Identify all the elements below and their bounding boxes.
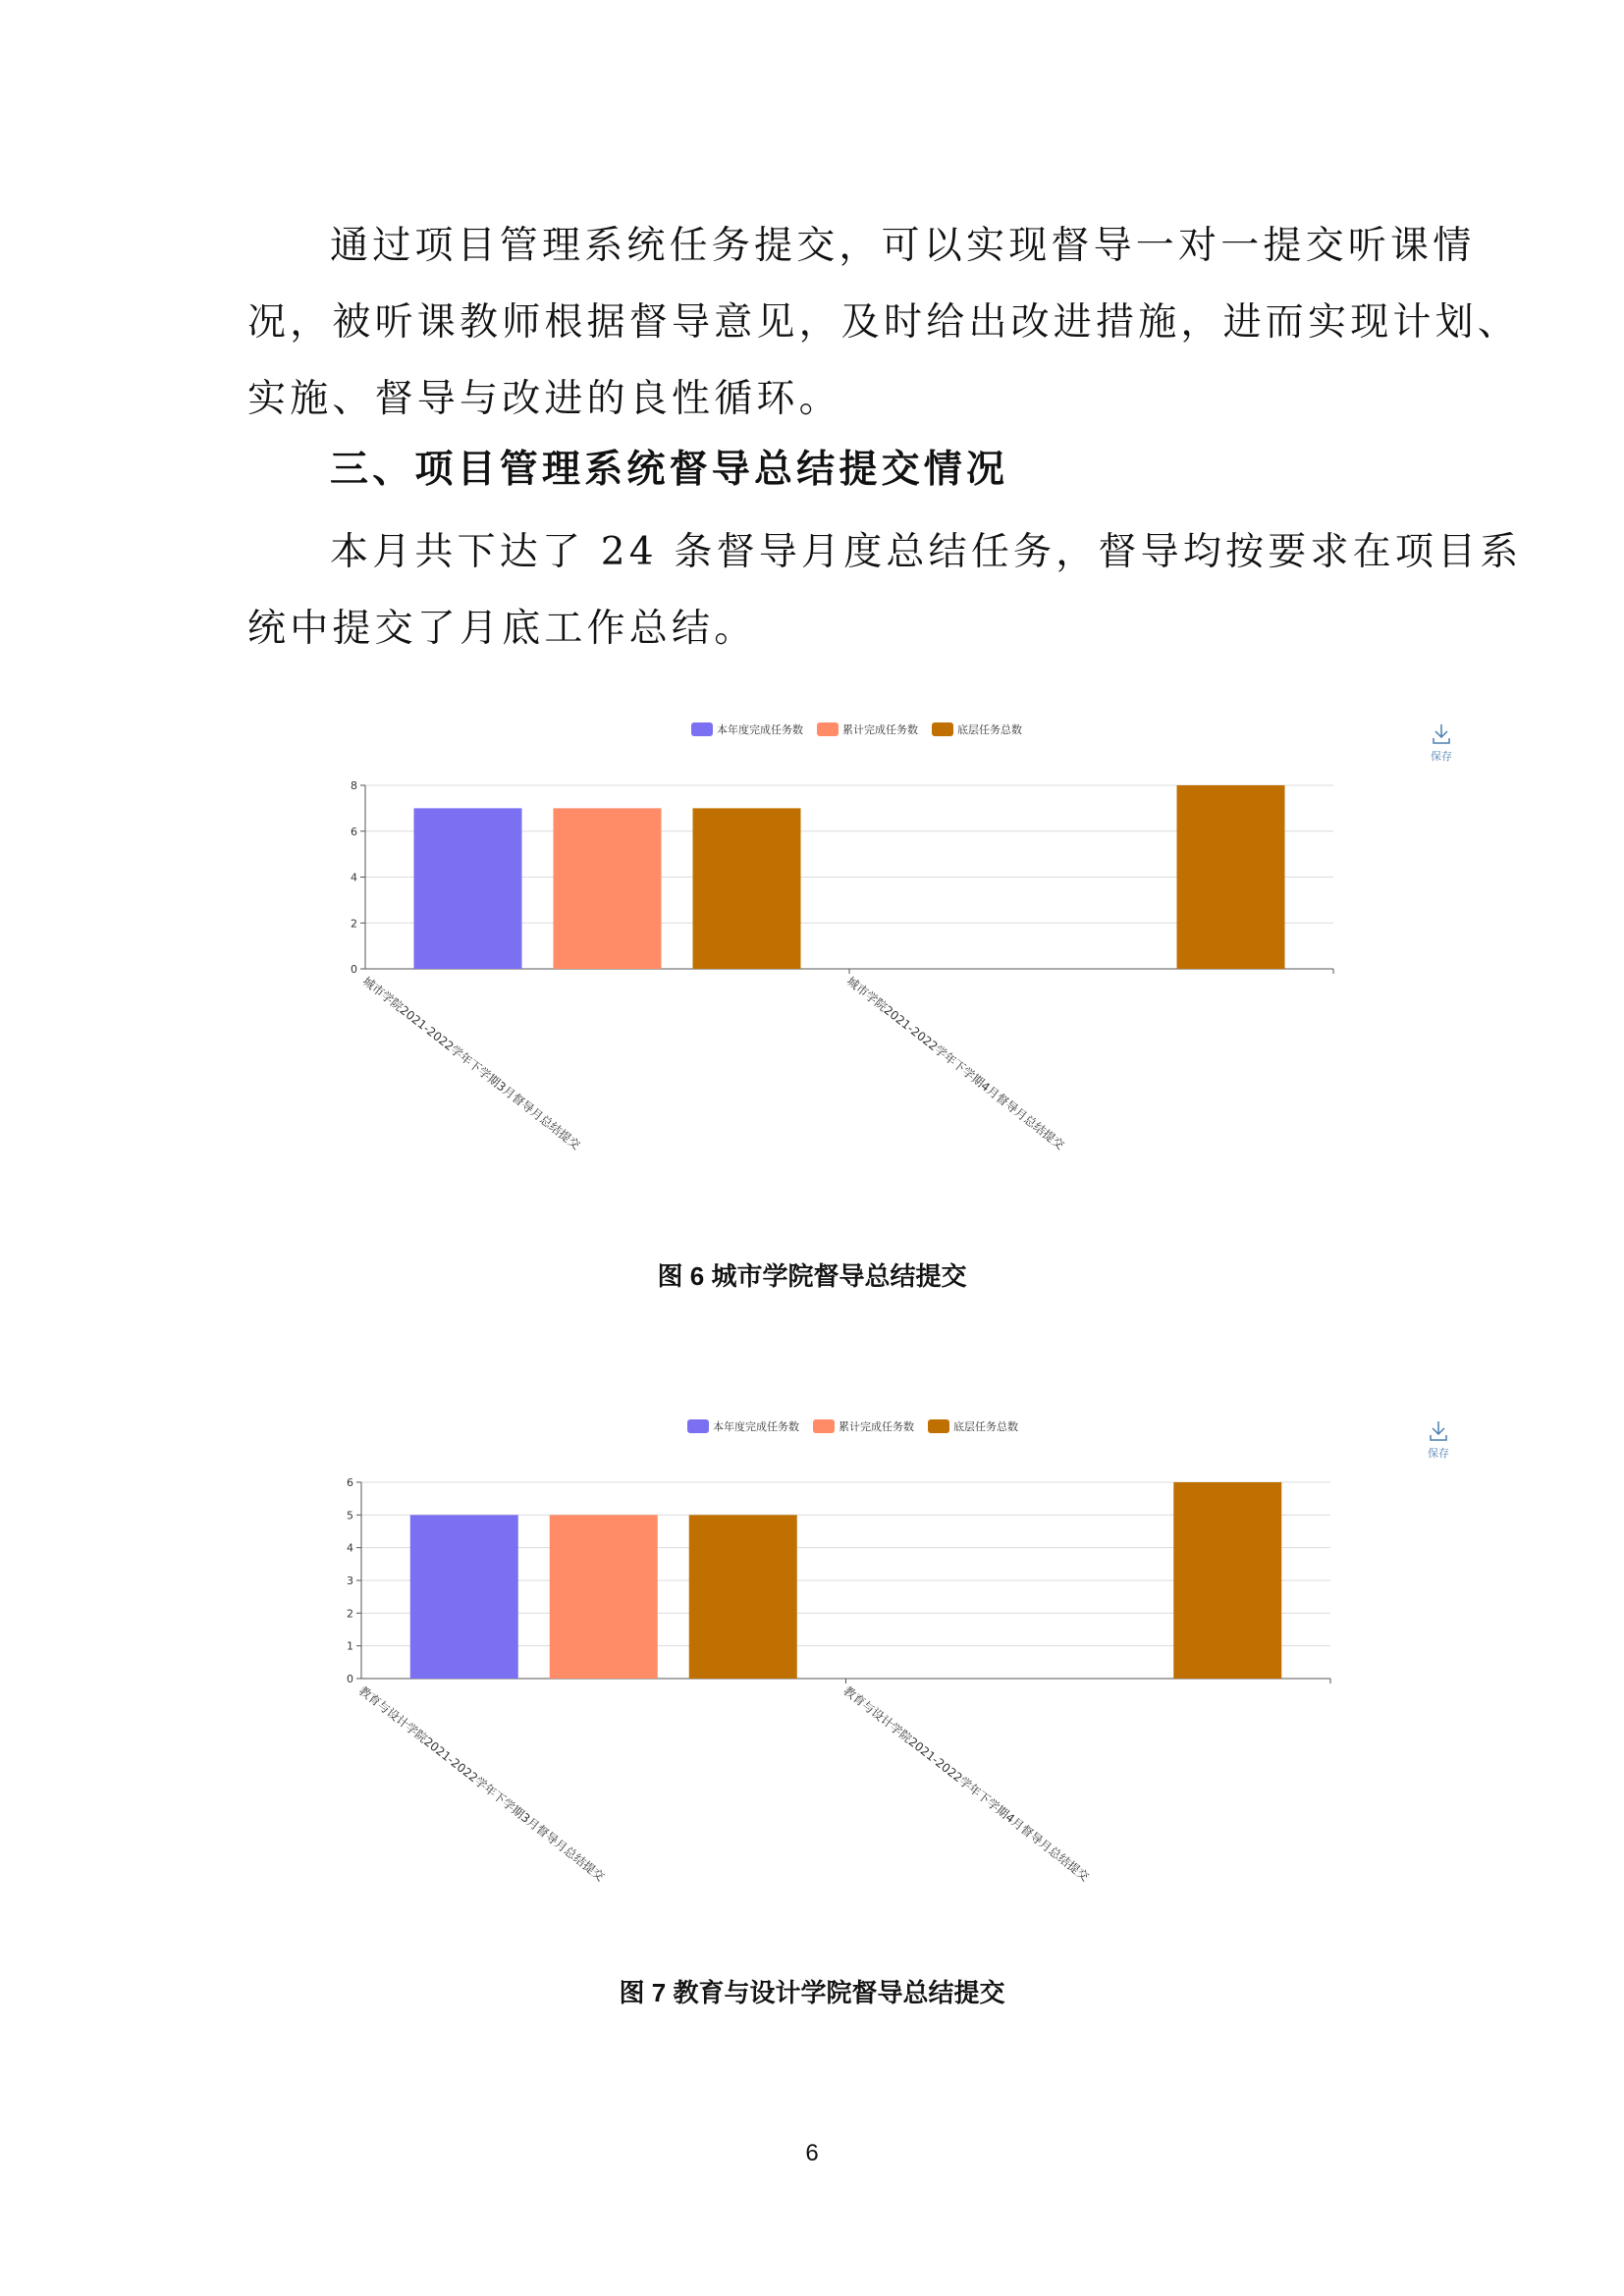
paragraph-2	[247, 514, 1523, 667]
x-tick-label: 教育与设计学院2021-2022学年下学期3月督导月总结提交	[355, 1683, 608, 1885]
download-icon[interactable]	[1431, 1421, 1446, 1440]
legend-label: 底层任务总数	[957, 723, 1022, 736]
chart-1-svg	[0, 687, 1624, 1198]
chart-2-svg	[0, 1384, 1624, 1914]
save-button[interactable]	[1428, 1421, 1449, 1460]
bar	[414, 808, 522, 969]
y-tick-label: 1	[347, 1639, 353, 1653]
bar	[693, 808, 801, 969]
bar	[410, 1515, 518, 1679]
bar	[554, 808, 662, 969]
chart-1	[0, 687, 1624, 1198]
legend-swatch	[817, 722, 839, 736]
legend-label: 底层任务总数	[953, 1420, 1018, 1433]
save-button[interactable]	[1431, 724, 1452, 763]
y-tick-label: 6	[347, 1476, 353, 1489]
y-tick-label: 3	[347, 1575, 353, 1587]
y-tick-label: 8	[351, 779, 357, 792]
legend-swatch	[813, 1419, 835, 1433]
bar	[1173, 1482, 1281, 1679]
y-tick-label: 2	[351, 917, 357, 931]
y-tick-label: 4	[351, 871, 357, 884]
x-tick-label: 城市学院2021-2022学年下学期3月督导月总结提交	[359, 974, 583, 1152]
paragraph-line: 通过项目管理系统任务提交，可以实现督导一对一提交听课情	[330, 224, 1476, 268]
paragraph-line: 本月共下达了 24 条督导月度总结任务，督导均按要求在项目系	[330, 530, 1523, 574]
legend-swatch	[932, 722, 953, 736]
y-tick-label: 2	[347, 1607, 353, 1621]
paragraph-line: 况，被听课教师根据督导意见，及时给出改进措施，进而实现计划、	[247, 300, 1521, 345]
bar	[550, 1515, 658, 1679]
legend-swatch	[928, 1419, 949, 1433]
y-tick-label: 6	[351, 825, 357, 838]
y-tick-label: 0	[347, 1673, 353, 1685]
download-icon[interactable]	[1434, 724, 1449, 743]
x-tick-label: 城市学院2021-2022学年下学期4月督导月总结提交	[843, 974, 1067, 1152]
legend-label: 累计完成任务数	[842, 723, 918, 736]
paragraph-line: 实施、督导与改进的良性循环。	[247, 377, 841, 421]
x-tick-label: 教育与设计学院2021-2022学年下学期4月督导月总结提交	[840, 1683, 1092, 1885]
paragraph-line: 统中提交了月底工作总结。	[247, 607, 757, 651]
legend-swatch	[691, 722, 713, 736]
save-label[interactable]: 保存	[1428, 1447, 1449, 1460]
legend-label: 累计完成任务数	[839, 1420, 914, 1433]
legend-label: 本年度完成任务数	[717, 723, 803, 736]
bar	[1177, 785, 1285, 969]
y-tick-label: 4	[347, 1541, 353, 1555]
legend-label: 本年度完成任务数	[713, 1420, 799, 1433]
figure-caption-2: 图 7 教育与设计学院督导总结提交	[619, 1978, 1005, 2007]
y-tick-label: 0	[351, 963, 357, 976]
bar	[689, 1515, 797, 1679]
page-number: 6	[805, 2140, 819, 2166]
paragraph-1	[247, 208, 1521, 438]
section-heading: 三、项目管理系统督导总结提交情况	[330, 448, 1009, 492]
figure-caption-1: 图 6 城市学院督导总结提交	[657, 1261, 967, 1291]
save-label[interactable]: 保存	[1431, 750, 1452, 763]
legend-swatch	[687, 1419, 709, 1433]
y-tick-label: 5	[347, 1509, 353, 1522]
chart-2	[0, 1384, 1624, 1914]
